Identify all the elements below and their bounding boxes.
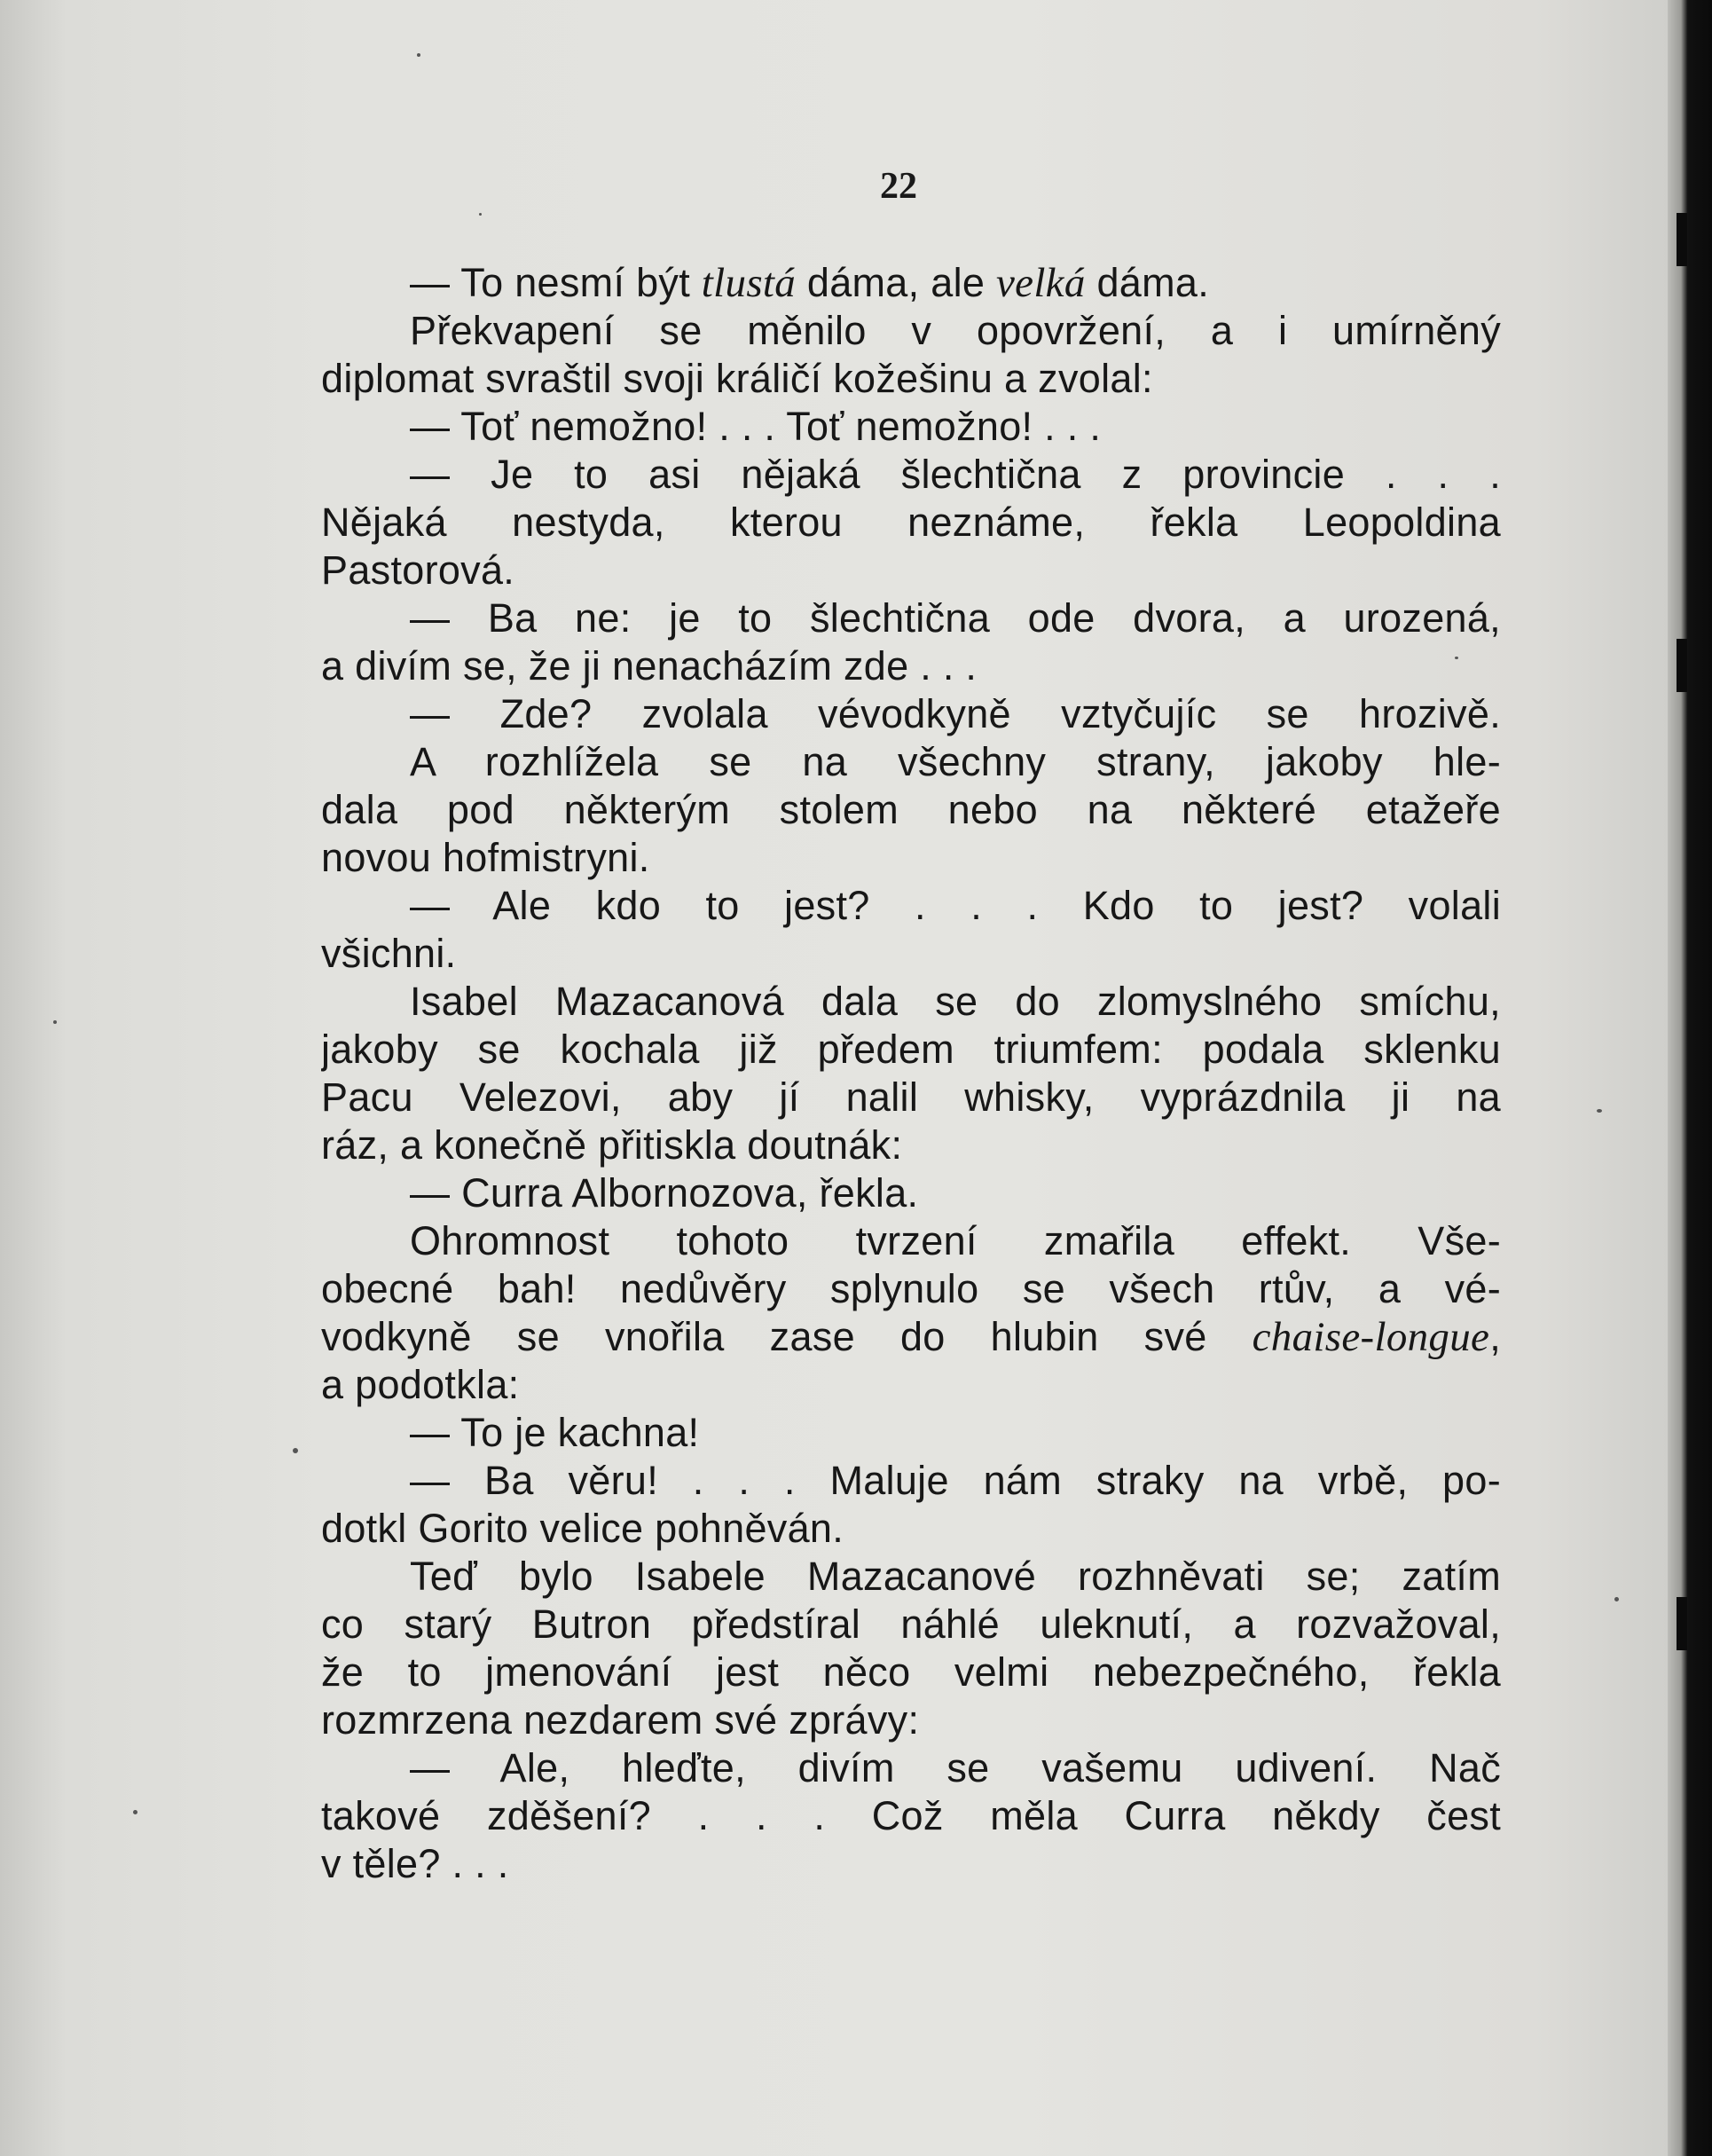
text-line [321, 1553, 1501, 1601]
line-text: ráz, a konečně přitiskla doutnák: [321, 1122, 903, 1168]
text-line [321, 690, 1501, 738]
italic-text: velká [996, 260, 1086, 306]
text-line [321, 1409, 1501, 1457]
line-text: Nějaká nestyda, kterou neznáme, řekla Leopoldina [321, 500, 1501, 545]
line-text: diplomat svraštil svoji králičí kožešinu a zvolal: [321, 356, 1153, 401]
text-line [321, 451, 1501, 499]
line-text: dala pod některým stolem nebo na některé etažeře [321, 787, 1501, 832]
line-text: — Ba ne: je to šlechtična ode dvora, a urozená, [410, 595, 1501, 641]
italic-text: chaise-longue [1252, 1314, 1490, 1360]
text-line [321, 642, 1501, 690]
paper-speck [417, 53, 420, 57]
text-line [321, 1313, 1501, 1361]
text-line [321, 1361, 1501, 1409]
text-line [321, 1696, 1501, 1744]
line-text: , [1489, 1314, 1501, 1359]
line-text: v těle? . . . [321, 1841, 509, 1886]
book-binding-edge [1668, 0, 1712, 2156]
line-text: Pastorová. [321, 547, 515, 593]
text-line [321, 978, 1501, 1026]
body-text [321, 259, 1501, 1888]
line-text: rozmrzena nezdarem své zprávy: [321, 1697, 920, 1743]
text-line [321, 1840, 1501, 1888]
line-text: Isabel Mazacanová dala se do zlomyslného smíchu, [410, 979, 1501, 1024]
text-line [321, 355, 1501, 403]
text-line [321, 403, 1501, 451]
text-line [321, 259, 1501, 307]
text-line [321, 1217, 1501, 1265]
text-line [321, 834, 1501, 882]
paper-speck [1614, 1597, 1619, 1601]
text-line [321, 786, 1501, 834]
line-text: a divím se, že ji nenacházím zde . . . [321, 643, 978, 689]
text-line [321, 882, 1501, 930]
text-line [321, 547, 1501, 594]
line-text: obecné bah! nedůvěry splynulo se všech rtův, a vé- [321, 1266, 1501, 1311]
line-text: — To nesmí být [410, 260, 702, 305]
text-line [321, 1121, 1501, 1169]
text-line [321, 930, 1501, 978]
text-line [321, 1744, 1501, 1792]
paper-speck [479, 213, 482, 216]
line-text: že to jmenování jest něco velmi nebezpečného, řekla [321, 1649, 1501, 1695]
line-text: — To je kachna! [410, 1410, 700, 1455]
text-line [321, 1457, 1501, 1505]
line-text: Teď bylo Isabele Mazacanové rozhněvati se; zatím [410, 1554, 1501, 1599]
text-line [321, 1505, 1501, 1553]
line-text: — Toť nemožno! . . . Toť nemožno! . . . [410, 404, 1102, 449]
line-text: všichni. [321, 931, 457, 976]
line-text: co starý Butron předstíral náhlé uleknutí, a rozvažoval, [321, 1601, 1501, 1647]
text-line [321, 1601, 1501, 1648]
line-text: — Zde? zvolala vévodkyně vztyčujíc se hrozivě. [410, 691, 1501, 736]
line-text: Překvapení se měnilo v opovržení, a i umírněný [410, 308, 1501, 353]
line-text: — Ale, hleďte, divím se vašemu udivení. Nač [410, 1745, 1501, 1790]
line-text: Ohromnost tohoto tvrzení zmařila effekt. Vše- [410, 1218, 1501, 1263]
paper-speck [1455, 657, 1458, 659]
line-text: Pacu Velezovi, aby jí nalil whisky, vyprázdnila ji na [321, 1074, 1501, 1120]
text-line [321, 1169, 1501, 1217]
line-text: A rozhlížela se na všechny strany, jakoby hle- [410, 739, 1501, 784]
paper-speck [53, 1020, 57, 1024]
paper-speck [293, 1448, 298, 1453]
line-text: jakoby se kochala již předem triumfem: podala sklenku [321, 1027, 1501, 1072]
line-text: — Curra Albornozova, řekla. [410, 1170, 919, 1216]
text-line [321, 1648, 1501, 1696]
text-line [321, 738, 1501, 786]
text-line [321, 1074, 1501, 1121]
line-text: takové zděšení? . . . Což měla Curra někdy čest [321, 1793, 1501, 1838]
line-text: — Ale kdo to jest? . . . Kdo to jest? volali [410, 883, 1501, 928]
text-line [321, 499, 1501, 547]
line-text: dotkl Gorito velice pohněván. [321, 1506, 844, 1551]
italic-text: tlustá [701, 260, 797, 306]
paper-speck [1597, 1109, 1602, 1113]
line-text: dáma. [1085, 260, 1210, 305]
paper-speck [133, 1810, 137, 1814]
page-number: 22 [880, 166, 917, 207]
text-line [321, 1265, 1501, 1313]
text-line [321, 594, 1501, 642]
line-text: dáma, ale [796, 260, 996, 305]
text-line [321, 1026, 1501, 1074]
line-text: — Je to asi nějaká šlechtična z provincie . . . [410, 452, 1501, 497]
line-text: vodkyně se vnořila zase do hlubin své [321, 1314, 1253, 1359]
text-line [321, 307, 1501, 355]
line-text: novou hofmistryni. [321, 835, 650, 880]
text-line [321, 1792, 1501, 1840]
line-text: — Ba věru! . . . Maluje nám straky na vrbě, po- [410, 1458, 1501, 1503]
line-text: a podotkla: [321, 1362, 520, 1407]
